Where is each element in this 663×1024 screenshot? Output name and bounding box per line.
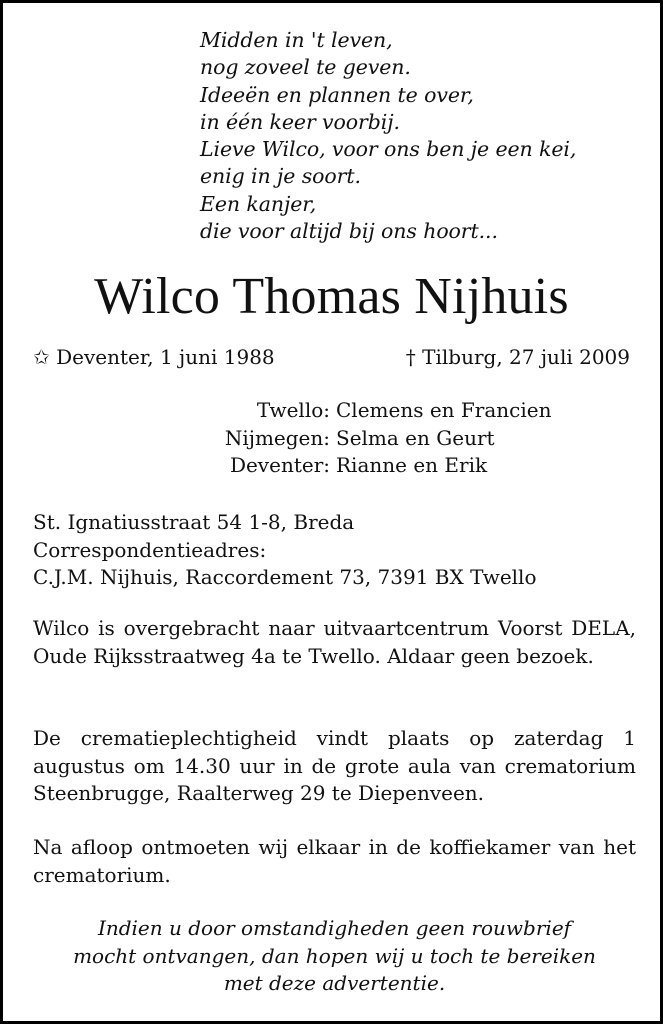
family-list (3, 397, 551, 480)
closing-line: met deze advertentie. (223, 971, 446, 995)
poem-line: Midden in 't leven, (200, 28, 393, 52)
family-names: Selma en Geurt (336, 425, 495, 450)
family-names: Rianne en Erik (336, 453, 488, 477)
poem-line: in één keer voorbij. (200, 109, 400, 134)
poem-line: Ideeën en plannen te over, (200, 82, 474, 107)
address-block (33, 509, 537, 592)
paragraph-ceremony: De crematieplechtigheid vindt plaats op zaterdag 1 augustus om 14.30 uur in de grote aula van crematorium Steenbrugge, Raalterweg 29 te Diepenveen. (33, 726, 636, 805)
paragraph-transfer: Wilco is overgebracht naar uitvaartcentrum Voorst DELA, Oude Rijksstraatweg 4a te Twello. Aldaar geen bezoek. (33, 616, 636, 668)
poem (200, 27, 576, 245)
address-line: C.J.M. Nijhuis, Raccordement 73, 7391 BX Twello (33, 565, 537, 589)
family-place: Deventer: (229, 453, 330, 477)
poem-line: die voor altijd bij ons hoort... (200, 219, 498, 244)
family-row (3, 397, 551, 425)
family-row (3, 425, 551, 453)
closing-line: mocht ontvangen, dan hopen wij u toch te bereiken (73, 943, 596, 968)
poem-line: nog zoveel te geven. (200, 55, 411, 80)
family-names: Clemens en Francien (336, 398, 552, 422)
life-dates (33, 343, 630, 371)
family-place: Twello: (256, 398, 330, 422)
poem-line: enig in je soort. (200, 164, 361, 189)
death-info: † Tilburg, 27 juli 2009 (405, 345, 630, 369)
family-place: Nijmegen: (224, 425, 330, 450)
family-row (3, 452, 551, 480)
paragraph-gathering: Na afloop ontmoeten wij elkaar in de koffiekamer van het crematorium. (33, 835, 636, 887)
birth-info: ✩ Deventer, 1 juni 1988 (33, 345, 275, 369)
poem-line: Lieve Wilco, voor ons ben je een kei, (200, 137, 577, 162)
closing-line: Indien u door omstandigheden geen rouwbrief (97, 916, 572, 940)
address-line: Correspondentieadres: (33, 537, 267, 562)
address-line: St. Ignatiusstraat 54 1-8, Breda (33, 510, 355, 534)
closing-note (33, 915, 636, 998)
deceased-name: Wilco Thomas Nijhuis (94, 268, 569, 325)
poem-line: Een kanjer, (200, 191, 317, 216)
